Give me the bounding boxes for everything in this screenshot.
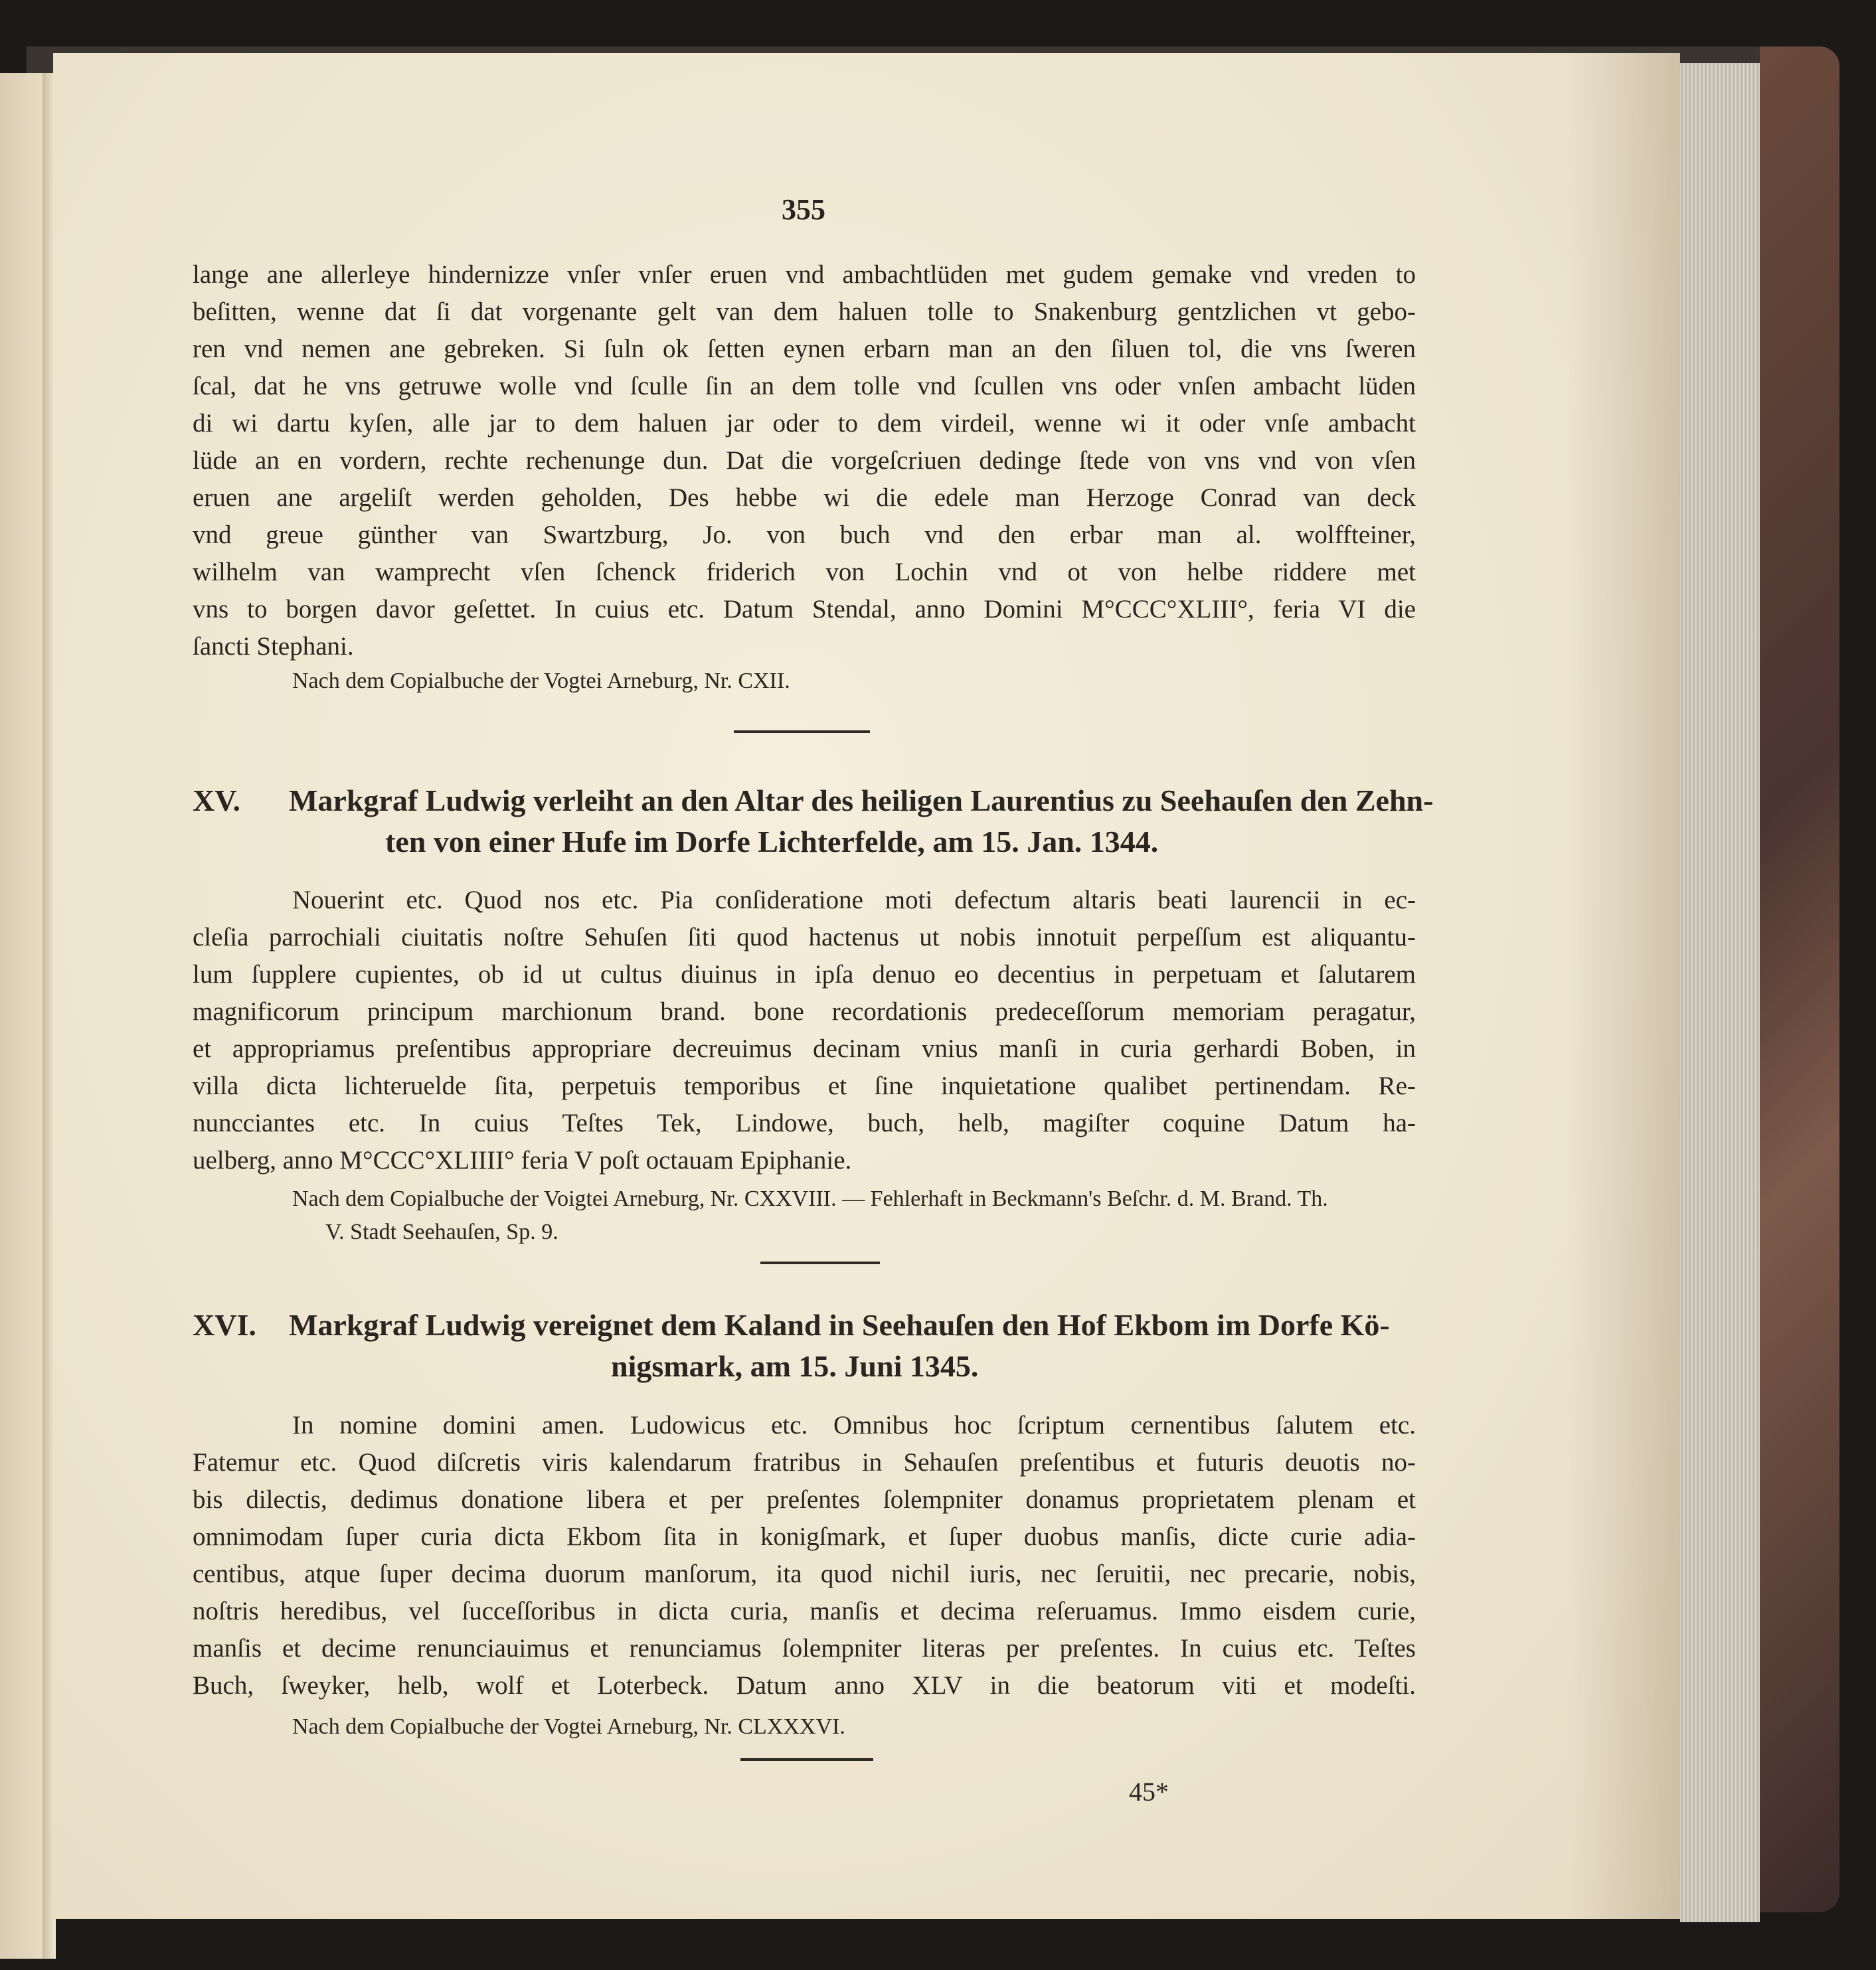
text-line: villa dicta lichteruelde ſita, perpetuis temporibus et ſine inquietatione qualibet pertinendam. Re- <box>193 1072 1416 1100</box>
text-line: lüde an en vordern, rechte rechenunge dun. Dat die vorgeſcriuen dedinge ſtede von vns vnd von vſen <box>193 446 1416 475</box>
document-number: XV. <box>193 783 241 817</box>
text-line: vnd greue günther van Swartzburg, Jo. von buch vnd den erbar man al. wolffteiner, <box>193 521 1416 549</box>
document-title-line: Markgraf Ludwig verleiht an den Altar des heiligen Laurentius zu Seehauſen den Zehn- <box>289 783 1434 817</box>
text-line: cleſia parrochiali ciuitatis noſtre Sehuſen ſiti quod hactenus ut nobis innotuit perpeſſum est aliquantu- <box>193 923 1416 951</box>
text-line: Fatemur etc. Quod diſcretis viris kalendarum fratribus in Sehauſen preſentibus et futuris deuotis no- <box>193 1448 1416 1477</box>
text-line: beſitten, wenne dat ſi dat vorgenante gelt van dem haluen tolle to Snakenburg gentzlichen vt gebo- <box>193 297 1416 326</box>
text-line: centibus, atque ſuper decima duorum manſorum, ita quod nichil iuris, nec ſeruitii, nec precarie, nobis, <box>193 1560 1416 1588</box>
text-line: wilhelm van wamprecht vſen ſchenck friderich von Lochin vnd ot von helbe riddere met <box>193 558 1416 586</box>
text-line: nunccіantes etc. In cuius Teſtes Tek, Lindowe, buch, helb, magiſter coquine Datum ha- <box>193 1109 1416 1137</box>
section-divider <box>734 730 870 733</box>
text-line: Buch, ſweyker, helb, wolf et Loterbeck. Datum anno XLV in die beatorum viti et modeſti. <box>193 1671 1416 1700</box>
text-line: Nouerint etc. Quod nos etc. Pia conſideratione moti defectum altaris beati laurencii in ec- <box>292 886 1416 914</box>
page-shadow <box>1567 53 1680 1919</box>
section-divider <box>740 1758 873 1761</box>
text-line: manſis et decime renunciauimus et renunciamus ſolempniter literas per preſentes. In cuius etc. Teſtes <box>193 1634 1416 1663</box>
page-fore-edge <box>1680 63 1760 1922</box>
text-line: uelberg, anno M°CCC°XLIIII° feria V poſt octauam Epiphanie. <box>193 1146 852 1175</box>
document-title-line: Markgraf Ludwig vereignet dem Kaland in Seehauſen den Hof Ekbom im Dorfe Kö- <box>289 1308 1390 1342</box>
text-line: ſancti Stephani. <box>193 632 354 661</box>
text-line: vns to borgen davor geſettet. In cuius etc. Datum Stendal, anno Domini M°CCC°XLIII°, feria VI die <box>193 595 1416 623</box>
text-line: magnificorum principum marchionum brand. bone recordationis predeceſſorum memoriam peragatur, <box>193 997 1416 1026</box>
section-divider <box>760 1262 880 1264</box>
source-note: V. Stadt Seehauſen, Sp. 9. <box>325 1220 558 1244</box>
text-line: eruen ane argeliſt werden geholden, Des hebbe wi die edele man Herzoge Conrad van deck <box>193 483 1416 512</box>
text-line: lange ane allerleye hindernizze vnſer vnſer eruen vnd ambachtlüden met gudem gemake vnd vreden to <box>193 260 1416 289</box>
text-line: ſcal, dat he vns getruwe wolle vnd ſculle ſin an dem tolle vnd ſcullen vns oder vnſen ambacht lüden <box>193 372 1416 400</box>
text-line: et appropriamus preſentibus appropriare decreuimus decinam vnius manſi in curia gerhardi Boben, in <box>193 1034 1416 1063</box>
text-line: di wi dartu kyſen, alle jar to dem haluen jar oder to dem virdeil, wenne wi it oder vnſe ambacht <box>193 409 1416 438</box>
document-title-line: nigsmark, am 15. Juni 1345. <box>611 1349 979 1383</box>
book-cover-board <box>1760 46 1839 1912</box>
text-line: lum ſupplere cupientes, ob id ut cultus diuinus in ipſa denuo eo decentius in perpetuam et ſalutarem <box>193 960 1416 989</box>
source-note: Nach dem Copialbuche der Vogtei Arneburg, Nr. CLXXXVI. <box>292 1714 845 1739</box>
text-line: bis dilectis, dedimus donatione libera et per preſentes ſolempniter donamus proprietatem plenam et <box>193 1485 1416 1514</box>
page-number: 355 <box>782 193 825 226</box>
text-line: ren vnd nemen ane gebreken. Si ſuln ok ſetten eynen erbarn man an den ſiluen tol, die vns ſweren <box>193 335 1416 363</box>
source-note: Nach dem Copialbuche der Vogtei Arneburg, Nr. CXII. <box>292 669 790 693</box>
text-line: omnimodam ſuper curia dicta Ekbom ſita in konigſmark, et ſuper duobus manſis, dicte curie adia- <box>193 1522 1416 1551</box>
document-title-line: ten von einer Hufe im Dorfe Lichterfelde, am 15. Jan. 1344. <box>385 825 1159 859</box>
document-number: XVI. <box>193 1308 256 1342</box>
source-note: Nach dem Copialbuche der Voigtei Arneburg, Nr. CXXVIII. — Fehlerhaft in Beckmann's Beſchr. d. M. Brand. Th. <box>292 1187 1328 1211</box>
text-line: noſtris heredibus, vel ſucceſſoribus in dicta curia, manſis et decima reſeruamus. Immo eisdem curie, <box>193 1597 1416 1625</box>
text-line: In nomine domini amen. Ludowicus etc. Omnibus hoc ſcriptum cernentibus ſalutem etc. <box>292 1411 1416 1439</box>
signature-mark: 45* <box>1129 1777 1169 1807</box>
